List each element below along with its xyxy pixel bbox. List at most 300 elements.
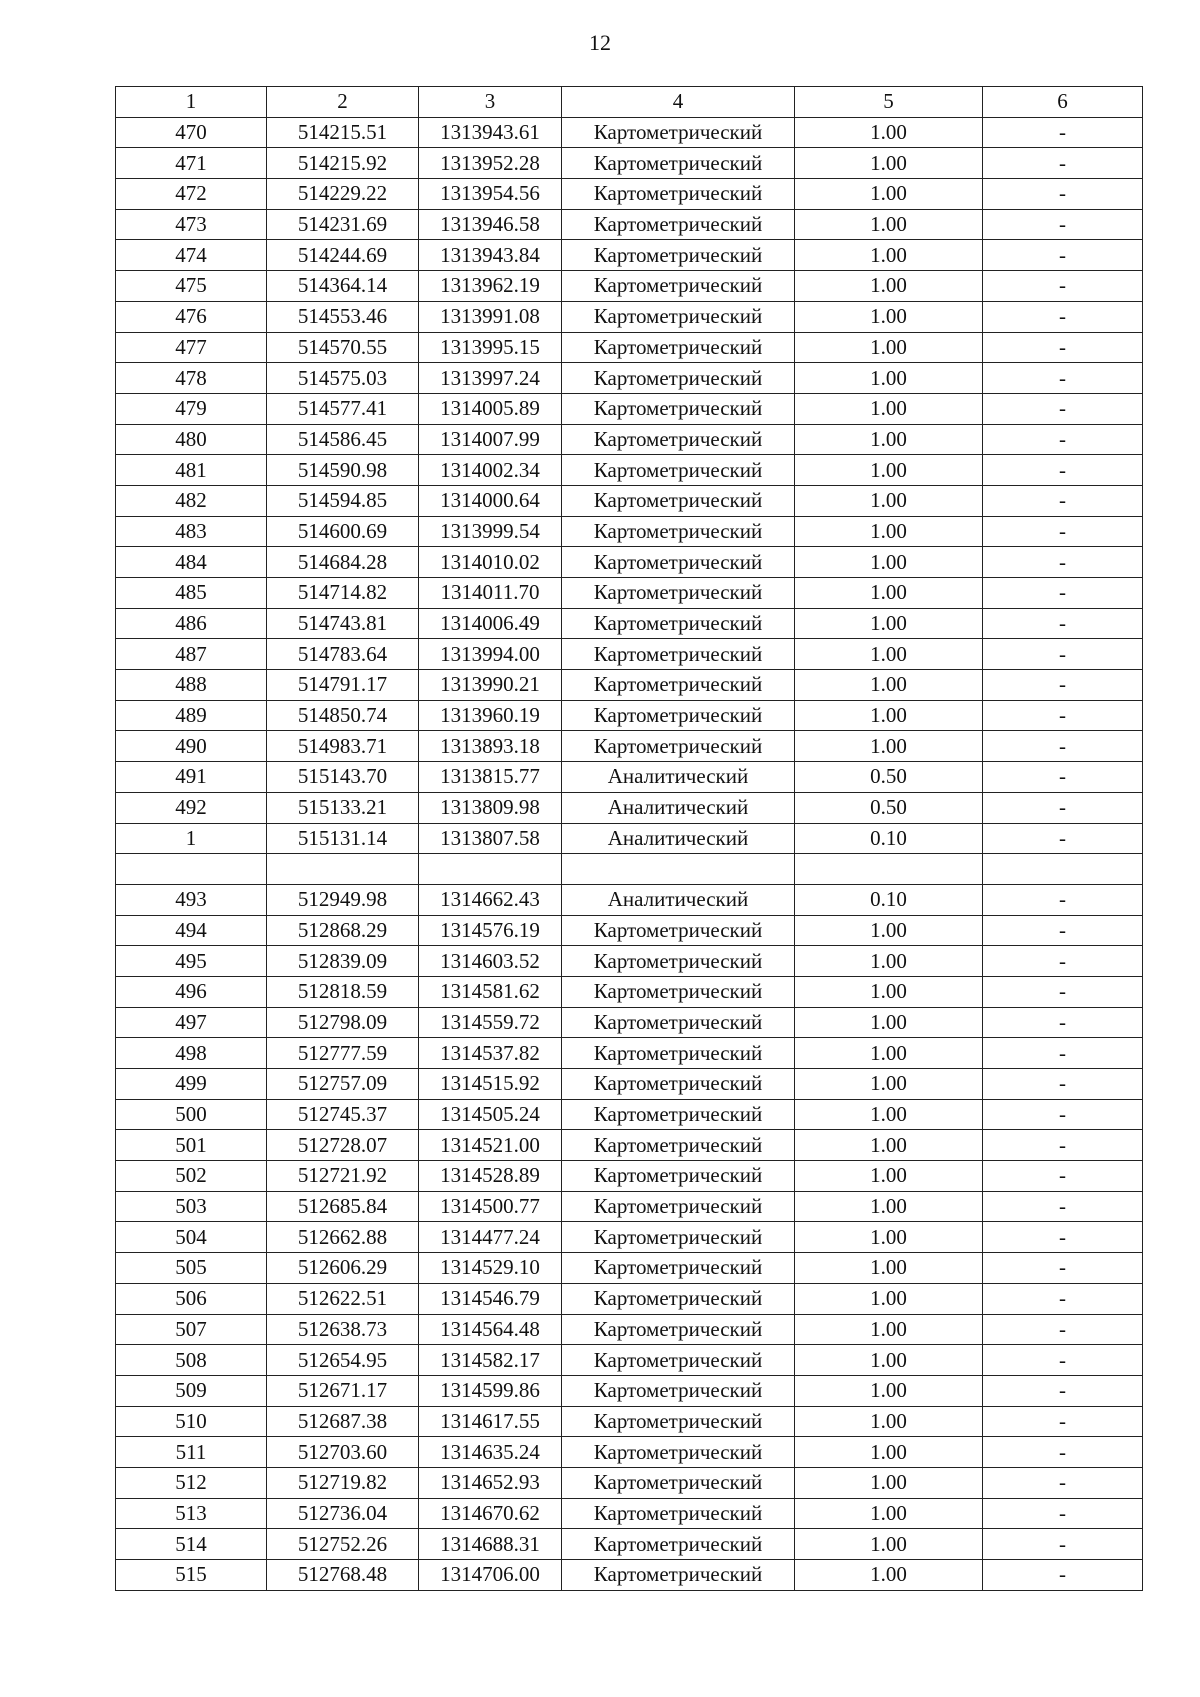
point-number-cell: 510: [116, 1406, 267, 1437]
y-coordinate-cell: 1313893.18: [419, 731, 562, 762]
x-coordinate-cell: 512736.04: [267, 1498, 419, 1529]
y-coordinate-cell: 1314529.10: [419, 1253, 562, 1284]
accuracy-cell: 1.00: [795, 1467, 983, 1498]
x-coordinate-cell: 514791.17: [267, 670, 419, 701]
accuracy-cell: 1.00: [795, 179, 983, 210]
method-cell: Картометрический: [562, 1099, 795, 1130]
point-number-cell: 480: [116, 424, 267, 455]
x-coordinate-cell: 514850.74: [267, 700, 419, 731]
method-cell: Картометрический: [562, 547, 795, 578]
table-row: [116, 301, 1143, 332]
description-cell: -: [983, 1560, 1143, 1591]
description-cell: -: [983, 1038, 1143, 1069]
y-coordinate-cell: 1314652.93: [419, 1467, 562, 1498]
description-cell: -: [983, 1498, 1143, 1529]
description-cell: -: [983, 1253, 1143, 1284]
accuracy-cell: 1.00: [795, 485, 983, 516]
table-row: [116, 455, 1143, 486]
description-cell: -: [983, 1007, 1143, 1038]
method-cell: Картометрический: [562, 1161, 795, 1192]
description-cell: -: [983, 117, 1143, 148]
accuracy-cell: [795, 854, 983, 885]
x-coordinate-cell: 514231.69: [267, 209, 419, 240]
y-coordinate-cell: 1314006.49: [419, 608, 562, 639]
accuracy-cell: 1.00: [795, 731, 983, 762]
x-coordinate-cell: 514229.22: [267, 179, 419, 210]
description-cell: -: [983, 455, 1143, 486]
point-number-cell: 1: [116, 823, 267, 854]
method-cell: Картометрический: [562, 1253, 795, 1284]
table-row: [116, 424, 1143, 455]
accuracy-cell: 1.00: [795, 240, 983, 271]
accuracy-cell: 1.00: [795, 1283, 983, 1314]
description-cell: -: [983, 148, 1143, 179]
method-cell: Картометрический: [562, 639, 795, 670]
accuracy-cell: 1.00: [795, 1314, 983, 1345]
y-coordinate-cell: 1314599.86: [419, 1375, 562, 1406]
description-cell: -: [983, 884, 1143, 915]
accuracy-cell: 1.00: [795, 455, 983, 486]
x-coordinate-cell: 512798.09: [267, 1007, 419, 1038]
description-cell: -: [983, 1406, 1143, 1437]
table-row: [116, 1560, 1143, 1591]
point-number-cell: 506: [116, 1283, 267, 1314]
x-coordinate-cell: 514575.03: [267, 363, 419, 394]
x-coordinate-cell: 512685.84: [267, 1191, 419, 1222]
point-number-cell: 495: [116, 946, 267, 977]
description-cell: -: [983, 209, 1143, 240]
description-cell: -: [983, 1345, 1143, 1376]
accuracy-cell: 1.00: [795, 578, 983, 609]
accuracy-cell: 1.00: [795, 608, 983, 639]
y-coordinate-cell: 1314688.31: [419, 1529, 562, 1560]
point-number-cell: 504: [116, 1222, 267, 1253]
table-row: [116, 332, 1143, 363]
method-cell: Картометрический: [562, 578, 795, 609]
x-coordinate-cell: 515143.70: [267, 762, 419, 793]
accuracy-cell: 1.00: [795, 1038, 983, 1069]
method-cell: Картометрический: [562, 148, 795, 179]
accuracy-cell: 1.00: [795, 1007, 983, 1038]
x-coordinate-cell: 512777.59: [267, 1038, 419, 1069]
accuracy-cell: 1.00: [795, 700, 983, 731]
x-coordinate-cell: 512654.95: [267, 1345, 419, 1376]
point-number-cell: [116, 854, 267, 885]
accuracy-cell: 1.00: [795, 1130, 983, 1161]
accuracy-cell: 1.00: [795, 1099, 983, 1130]
table-row: [116, 1253, 1143, 1284]
x-coordinate-cell: 512745.37: [267, 1099, 419, 1130]
accuracy-cell: 1.00: [795, 1560, 983, 1591]
point-number-cell: 508: [116, 1345, 267, 1376]
description-cell: -: [983, 1099, 1143, 1130]
point-number-cell: 491: [116, 762, 267, 793]
x-coordinate-cell: 515131.14: [267, 823, 419, 854]
y-coordinate-cell: 1314706.00: [419, 1560, 562, 1591]
method-cell: Картометрический: [562, 915, 795, 946]
description-cell: -: [983, 1191, 1143, 1222]
y-coordinate-cell: 1314528.89: [419, 1161, 562, 1192]
table-row: [116, 976, 1143, 1007]
accuracy-cell: 1.00: [795, 1529, 983, 1560]
description-cell: -: [983, 1467, 1143, 1498]
accuracy-cell: 1.00: [795, 976, 983, 1007]
description-cell: -: [983, 393, 1143, 424]
y-coordinate-cell: 1313946.58: [419, 209, 562, 240]
y-coordinate-cell: 1313952.28: [419, 148, 562, 179]
header-col-3: 3: [419, 87, 562, 118]
point-number-cell: 511: [116, 1437, 267, 1468]
table-row: [116, 240, 1143, 271]
y-coordinate-cell: 1314537.82: [419, 1038, 562, 1069]
y-coordinate-cell: 1314559.72: [419, 1007, 562, 1038]
page-number: 12: [589, 30, 611, 55]
accuracy-cell: 1.00: [795, 639, 983, 670]
method-cell: Картометрический: [562, 393, 795, 424]
x-coordinate-cell: 514586.45: [267, 424, 419, 455]
table-row: [116, 148, 1143, 179]
y-coordinate-cell: 1313815.77: [419, 762, 562, 793]
description-cell: -: [983, 485, 1143, 516]
description-cell: -: [983, 179, 1143, 210]
method-cell: Аналитический: [562, 823, 795, 854]
description-cell: -: [983, 1283, 1143, 1314]
table-body: [116, 117, 1143, 1590]
table-row: [116, 1191, 1143, 1222]
x-coordinate-cell: [267, 854, 419, 885]
accuracy-cell: 1.00: [795, 1191, 983, 1222]
point-number-cell: 490: [116, 731, 267, 762]
point-number-cell: 512: [116, 1467, 267, 1498]
y-coordinate-cell: 1313995.15: [419, 332, 562, 363]
accuracy-cell: 1.00: [795, 670, 983, 701]
description-cell: -: [983, 240, 1143, 271]
table-row: [116, 731, 1143, 762]
accuracy-cell: 1.00: [795, 1253, 983, 1284]
point-number-cell: 473: [116, 209, 267, 240]
table-row: [116, 823, 1143, 854]
y-coordinate-cell: 1313954.56: [419, 179, 562, 210]
method-cell: Картометрический: [562, 1130, 795, 1161]
table-row: [116, 915, 1143, 946]
method-cell: Картометрический: [562, 363, 795, 394]
table-row: [116, 578, 1143, 609]
method-cell: Картометрический: [562, 516, 795, 547]
table-row: [116, 762, 1143, 793]
point-number-cell: 470: [116, 117, 267, 148]
method-cell: Картометрический: [562, 301, 795, 332]
accuracy-cell: 1.00: [795, 1375, 983, 1406]
table-row: [116, 884, 1143, 915]
point-number-cell: 484: [116, 547, 267, 578]
y-coordinate-cell: 1314505.24: [419, 1099, 562, 1130]
description-cell: -: [983, 976, 1143, 1007]
method-cell: Картометрический: [562, 1222, 795, 1253]
method-cell: Картометрический: [562, 179, 795, 210]
accuracy-cell: 0.10: [795, 823, 983, 854]
description-cell: -: [983, 1375, 1143, 1406]
table-row: [116, 1314, 1143, 1345]
table-row: [116, 547, 1143, 578]
description-cell: -: [983, 762, 1143, 793]
accuracy-cell: 1.00: [795, 148, 983, 179]
table-row: [116, 1161, 1143, 1192]
point-number-cell: 507: [116, 1314, 267, 1345]
x-coordinate-cell: 512638.73: [267, 1314, 419, 1345]
description-cell: -: [983, 578, 1143, 609]
point-number-cell: 514: [116, 1529, 267, 1560]
table-row: [116, 209, 1143, 240]
accuracy-cell: 1.00: [795, 363, 983, 394]
y-coordinate-cell: 1314635.24: [419, 1437, 562, 1468]
x-coordinate-cell: 514783.64: [267, 639, 419, 670]
description-cell: -: [983, 1069, 1143, 1100]
description-cell: -: [983, 332, 1143, 363]
method-cell: Картометрический: [562, 1069, 795, 1100]
y-coordinate-cell: 1313991.08: [419, 301, 562, 332]
accuracy-cell: 1.00: [795, 301, 983, 332]
y-coordinate-cell: 1313943.61: [419, 117, 562, 148]
x-coordinate-cell: 512721.92: [267, 1161, 419, 1192]
accuracy-cell: 0.50: [795, 792, 983, 823]
description-cell: -: [983, 1222, 1143, 1253]
point-number-cell: 475: [116, 271, 267, 302]
method-cell: Картометрический: [562, 485, 795, 516]
point-number-cell: 485: [116, 578, 267, 609]
description-cell: -: [983, 608, 1143, 639]
method-cell: Картометрический: [562, 209, 795, 240]
description-cell: -: [983, 1314, 1143, 1345]
description-cell: -: [983, 946, 1143, 977]
table-row: [116, 1529, 1143, 1560]
point-number-cell: 494: [116, 915, 267, 946]
point-number-cell: 492: [116, 792, 267, 823]
method-cell: Картометрический: [562, 1498, 795, 1529]
accuracy-cell: 1.00: [795, 393, 983, 424]
x-coordinate-cell: 514364.14: [267, 271, 419, 302]
x-coordinate-cell: 514983.71: [267, 731, 419, 762]
y-coordinate-cell: 1314515.92: [419, 1069, 562, 1100]
table-row: [116, 1498, 1143, 1529]
header-col-2: 2: [267, 87, 419, 118]
description-cell: -: [983, 301, 1143, 332]
table-row: [116, 670, 1143, 701]
point-number-cell: 476: [116, 301, 267, 332]
method-cell: Картометрический: [562, 608, 795, 639]
method-cell: Картометрический: [562, 700, 795, 731]
header-row: [116, 87, 1143, 118]
table-row: [116, 1406, 1143, 1437]
point-number-cell: 489: [116, 700, 267, 731]
table-row: [116, 1007, 1143, 1038]
x-coordinate-cell: 512687.38: [267, 1406, 419, 1437]
x-coordinate-cell: 514590.98: [267, 455, 419, 486]
y-coordinate-cell: 1314581.62: [419, 976, 562, 1007]
y-coordinate-cell: 1313997.24: [419, 363, 562, 394]
method-cell: Картометрический: [562, 1345, 795, 1376]
x-coordinate-cell: 514244.69: [267, 240, 419, 271]
table-row: [116, 1038, 1143, 1069]
method-cell: Картометрический: [562, 946, 795, 977]
method-cell: Картометрический: [562, 424, 795, 455]
method-cell: Картометрический: [562, 1314, 795, 1345]
y-coordinate-cell: 1314007.99: [419, 424, 562, 455]
accuracy-cell: 1.00: [795, 1498, 983, 1529]
x-coordinate-cell: 514594.85: [267, 485, 419, 516]
x-coordinate-cell: 512622.51: [267, 1283, 419, 1314]
y-coordinate-cell: 1314477.24: [419, 1222, 562, 1253]
method-cell: Картометрический: [562, 1467, 795, 1498]
method-cell: Картометрический: [562, 332, 795, 363]
table-row: [116, 946, 1143, 977]
table-row: [116, 117, 1143, 148]
x-coordinate-cell: 512839.09: [267, 946, 419, 977]
table-row: [116, 700, 1143, 731]
method-cell: Картометрический: [562, 976, 795, 1007]
y-coordinate-cell: 1313990.21: [419, 670, 562, 701]
y-coordinate-cell: 1314011.70: [419, 578, 562, 609]
y-coordinate-cell: 1314603.52: [419, 946, 562, 977]
x-coordinate-cell: 512949.98: [267, 884, 419, 915]
accuracy-cell: 1.00: [795, 1161, 983, 1192]
accuracy-cell: 1.00: [795, 332, 983, 363]
x-coordinate-cell: 512662.88: [267, 1222, 419, 1253]
description-cell: -: [983, 915, 1143, 946]
x-coordinate-cell: 512752.26: [267, 1529, 419, 1560]
x-coordinate-cell: 512703.60: [267, 1437, 419, 1468]
method-cell: Картометрический: [562, 117, 795, 148]
accuracy-cell: 1.00: [795, 946, 983, 977]
y-coordinate-cell: 1313943.84: [419, 240, 562, 271]
y-coordinate-cell: 1314000.64: [419, 485, 562, 516]
description-cell: -: [983, 1161, 1143, 1192]
coordinates-table: [115, 86, 1143, 1591]
point-number-cell: 501: [116, 1130, 267, 1161]
point-number-cell: 482: [116, 485, 267, 516]
point-number-cell: 515: [116, 1560, 267, 1591]
table-header: [116, 87, 1143, 118]
point-number-cell: 499: [116, 1069, 267, 1100]
description-cell: -: [983, 792, 1143, 823]
y-coordinate-cell: 1314005.89: [419, 393, 562, 424]
accuracy-cell: 1.00: [795, 516, 983, 547]
table-row: [116, 485, 1143, 516]
method-cell: Картометрический: [562, 1529, 795, 1560]
table-row: [116, 1069, 1143, 1100]
table-row: [116, 1345, 1143, 1376]
table-row: [116, 393, 1143, 424]
y-coordinate-cell: 1314546.79: [419, 1283, 562, 1314]
table-row: [116, 1099, 1143, 1130]
y-coordinate-cell: 1314002.34: [419, 455, 562, 486]
y-coordinate-cell: 1314500.77: [419, 1191, 562, 1222]
x-coordinate-cell: 514577.41: [267, 393, 419, 424]
description-cell: -: [983, 516, 1143, 547]
y-coordinate-cell: 1314670.62: [419, 1498, 562, 1529]
header-col-4: 4: [562, 87, 795, 118]
point-number-cell: 496: [116, 976, 267, 1007]
table-row: [116, 1130, 1143, 1161]
description-cell: -: [983, 547, 1143, 578]
accuracy-cell: 1.00: [795, 424, 983, 455]
x-coordinate-cell: 512868.29: [267, 915, 419, 946]
description-cell: -: [983, 700, 1143, 731]
x-coordinate-cell: 512768.48: [267, 1560, 419, 1591]
y-coordinate-cell: 1313962.19: [419, 271, 562, 302]
x-coordinate-cell: 512818.59: [267, 976, 419, 1007]
y-coordinate-cell: 1313960.19: [419, 700, 562, 731]
accuracy-cell: 1.00: [795, 117, 983, 148]
point-number-cell: 487: [116, 639, 267, 670]
y-coordinate-cell: 1314521.00: [419, 1130, 562, 1161]
description-cell: -: [983, 271, 1143, 302]
accuracy-cell: 1.00: [795, 1345, 983, 1376]
method-cell: Картометрический: [562, 1437, 795, 1468]
table-row: [116, 792, 1143, 823]
accuracy-cell: 1.00: [795, 271, 983, 302]
accuracy-cell: 1.00: [795, 1437, 983, 1468]
y-coordinate-cell: 1313994.00: [419, 639, 562, 670]
header-col-6: 6: [983, 87, 1143, 118]
point-number-cell: 498: [116, 1038, 267, 1069]
accuracy-cell: 0.50: [795, 762, 983, 793]
table-row: [116, 1437, 1143, 1468]
point-number-cell: 477: [116, 332, 267, 363]
method-cell: Картометрический: [562, 455, 795, 486]
description-cell: -: [983, 1437, 1143, 1468]
description-cell: -: [983, 363, 1143, 394]
method-cell: Картометрический: [562, 1560, 795, 1591]
table-row: [116, 363, 1143, 394]
point-number-cell: 488: [116, 670, 267, 701]
accuracy-cell: 1.00: [795, 547, 983, 578]
y-coordinate-cell: 1313807.58: [419, 823, 562, 854]
x-coordinate-cell: 514743.81: [267, 608, 419, 639]
point-number-cell: 497: [116, 1007, 267, 1038]
y-coordinate-cell: 1314576.19: [419, 915, 562, 946]
point-number-cell: 503: [116, 1191, 267, 1222]
x-coordinate-cell: 514215.51: [267, 117, 419, 148]
y-coordinate-cell: 1313809.98: [419, 792, 562, 823]
method-cell: Аналитический: [562, 884, 795, 915]
x-coordinate-cell: 512728.07: [267, 1130, 419, 1161]
table-row: [116, 608, 1143, 639]
method-cell: Картометрический: [562, 1191, 795, 1222]
point-number-cell: 472: [116, 179, 267, 210]
point-number-cell: 481: [116, 455, 267, 486]
y-coordinate-cell: 1314617.55: [419, 1406, 562, 1437]
accuracy-cell: 1.00: [795, 915, 983, 946]
method-cell: Картометрический: [562, 1007, 795, 1038]
y-coordinate-cell: 1314582.17: [419, 1345, 562, 1376]
table-row: [116, 1283, 1143, 1314]
method-cell: Аналитический: [562, 792, 795, 823]
x-coordinate-cell: 512719.82: [267, 1467, 419, 1498]
point-number-cell: 483: [116, 516, 267, 547]
method-cell: Картометрический: [562, 1375, 795, 1406]
description-cell: -: [983, 424, 1143, 455]
point-number-cell: 493: [116, 884, 267, 915]
x-coordinate-cell: 514215.92: [267, 148, 419, 179]
method-cell: Картометрический: [562, 271, 795, 302]
description-cell: -: [983, 823, 1143, 854]
x-coordinate-cell: 514684.28: [267, 547, 419, 578]
y-coordinate-cell: [419, 854, 562, 885]
y-coordinate-cell: 1314010.02: [419, 547, 562, 578]
y-coordinate-cell: 1314564.48: [419, 1314, 562, 1345]
point-number-cell: 478: [116, 363, 267, 394]
point-number-cell: 479: [116, 393, 267, 424]
